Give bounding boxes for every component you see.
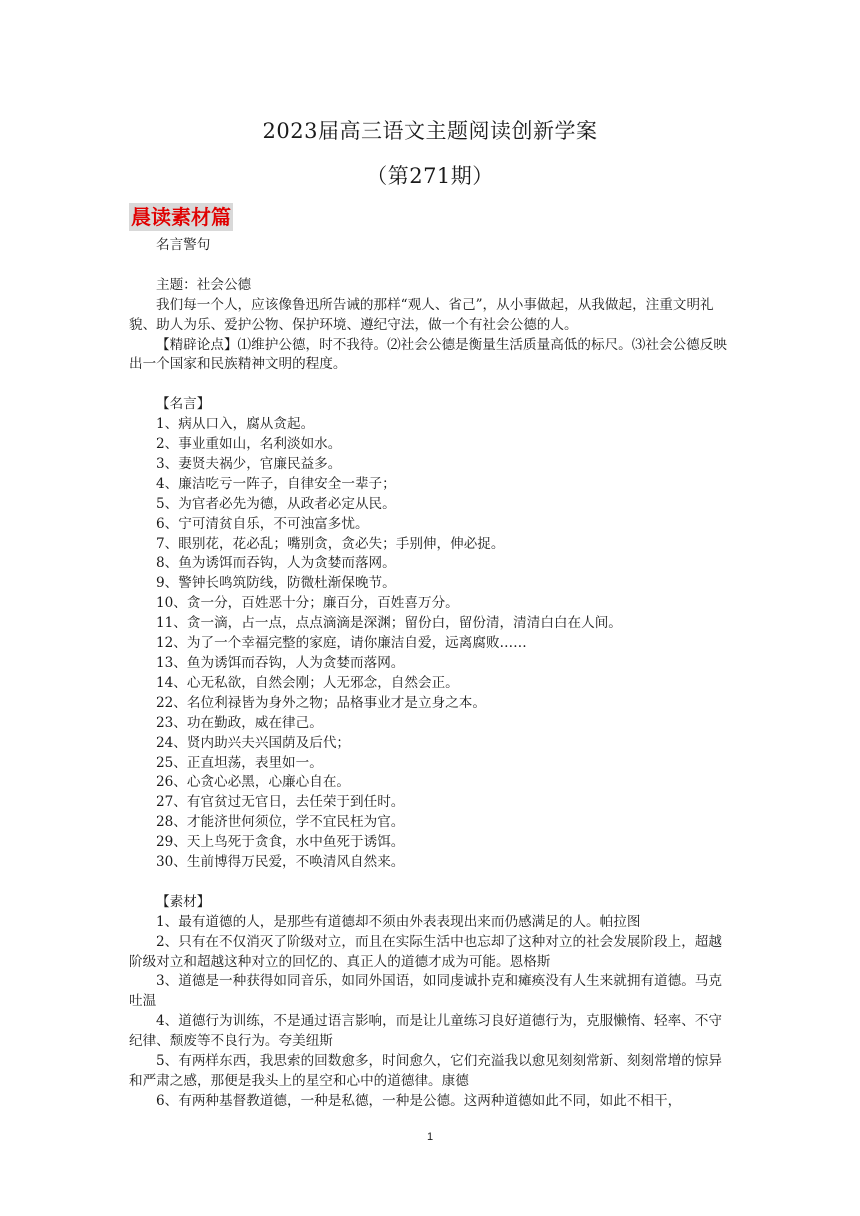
quote-item: 29、天上鸟死于贪食，水中鱼死于诱饵。	[156, 834, 405, 851]
quote-item: 30、生前博得万民爱，不唤清风自然来。	[156, 854, 405, 871]
material-item: 3、道德是一种获得如同音乐，如同外国语，如同虔诚扑克和瘫痪没有人生来就拥有道德。马克吐温	[129, 973, 722, 1010]
quotes-list	[129, 415, 733, 873]
quote-item: 25、正直坦荡，表里如一。	[156, 754, 323, 771]
material-item: 4、道德行为训练，不是通过语言影响，而是让儿童练习良好道德行为，克服懒惰、轻率、不守纪律、颓废等不良行为。夸美纽斯	[129, 1013, 722, 1050]
material-item: 2、只有在不仅消灭了阶级对立，而且在实际生活中也忘却了这种对立的社会发展阶段上，超越阶级对立和超越这种对立的回忆的、真正人的道德才成为可能。恩格斯	[129, 933, 722, 970]
intro-paragraph: 我们每一个人，应该像鲁迅所告诫的那样“观人、省己”，从小事做起，从我做起，注重文明礼貌、助人为乐、爱护公物、保护环境、遵纪守法，做一个有社会公德的人。	[129, 296, 714, 333]
materials-list	[129, 913, 733, 1112]
subheading: 名言警句	[156, 237, 211, 253]
quote-item: 1、病从口入，腐从贪起。	[156, 416, 315, 433]
document-title: 2023届高三语文主题阅读创新学案	[262, 119, 598, 143]
materials-heading: 【素材】	[156, 893, 211, 910]
quote-item: 2、事业重如山，名利淡如水。	[156, 436, 342, 453]
quote-item: 6、宁可清贫自乐，不可浊富多忧。	[156, 515, 369, 532]
quote-item: 10、贪一分，百姓恶十分；廉百分，百姓喜万分。	[156, 595, 459, 612]
arguments-paragraph: 【精辟论点】⑴维护公德，时不我待。⑵社会公德是衡量生活质量高低的标尺。⑶社会公德反映出一个国家和民族精神文明的程度。	[129, 336, 727, 373]
quote-item: 5、为官者必先为德，从政者必定从民。	[156, 495, 396, 512]
quote-item: 4、廉洁吃亏一阵子，自律安全一辈子；	[156, 475, 396, 492]
quote-item: 26、心贪心必黑，心廉心自在。	[156, 774, 351, 791]
quote-item: 24、贤内助兴夫兴国荫及后代；	[156, 734, 351, 751]
quote-item: 12、为了一个幸福完整的家庭，请你廉洁自爱，远离腐败……	[156, 635, 527, 652]
quote-item: 3、妻贤夫祸少，官廉民益多。	[156, 455, 342, 472]
section-heading: 晨读素材篇	[131, 205, 231, 229]
quote-item: 9、警钟长鸣筑防线，防微杜渐保晚节。	[156, 575, 396, 592]
material-item: 5、有两样东西，我思索的回数愈多，时间愈久，它们充溢我以愈见刻刻常新、刻刻常增的惊异和严肃之感，那便是我头上的星空和心中的道德律。康德	[129, 1053, 722, 1090]
body-text	[129, 236, 733, 1112]
theme-line: 主题：社会公德	[156, 276, 252, 293]
quote-item: 22、名位利禄皆为身外之物；品格事业才是立身之本。	[156, 694, 486, 711]
quote-item: 13、鱼为诱饵而吞钩，人为贪婪而落网。	[156, 655, 405, 671]
material-item: 6、有两种基督教道德，一种是私德，一种是公德。这两种道德如此不同，如此不相干，	[156, 1092, 682, 1109]
issue-number: （第271期）	[366, 164, 494, 188]
material-item: 1、最有道德的人，是那些有道德却不须由外表表现出来而仍感满足的人。帕拉图	[156, 913, 641, 930]
page-number: 1	[426, 1131, 434, 1143]
quote-item: 28、才能济世何须位，学不宜民枉为官。	[156, 814, 405, 831]
quotes-heading: 【名言】	[156, 396, 211, 413]
quote-item: 11、贪一滴，占一点，点点滴滴是深渊；留份白，留份清，清清白白在人间。	[156, 615, 622, 632]
quote-item: 7、眼别花，花必乱；嘴别贪，贪必失；手别伸，伸必捉。	[156, 535, 505, 552]
quote-item: 27、有官贫过无官日，去任荣于到任时。	[156, 794, 405, 811]
quote-item: 8、鱼为诱饵而吞钩，人为贪婪而落网。	[156, 555, 396, 572]
quote-item: 23、功在勤政，威在律己。	[156, 714, 323, 731]
quote-item: 14、心无私欲，自然会刚；人无邪念，自然会正。	[156, 674, 459, 691]
